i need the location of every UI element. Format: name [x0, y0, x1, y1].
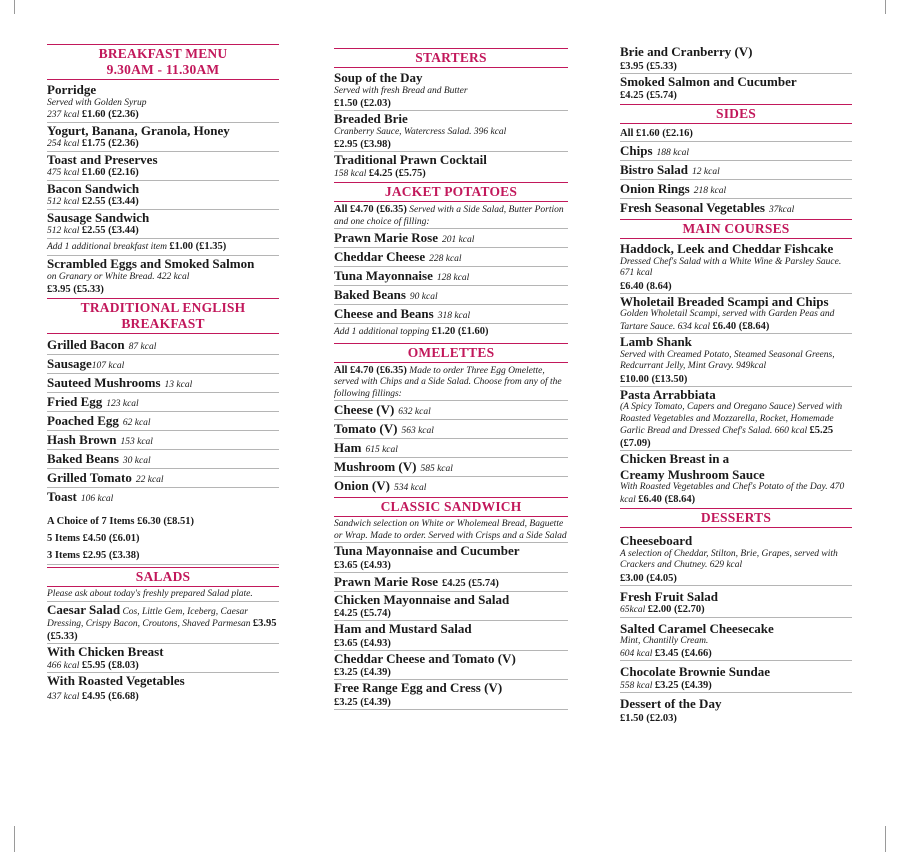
- salads-intro: Please ask about today's freshly prepared Salad plate.: [47, 589, 279, 602]
- sandwich-item: Prawn Marie Rose £4.25 (£5.74): [334, 573, 568, 592]
- english-item: Grilled Tomato 22 kcal: [47, 469, 279, 488]
- item-name: With Roasted Vegetables: [47, 673, 185, 688]
- omelette-item: Cheese (V) 632 kcal: [334, 401, 568, 420]
- omelettes-section: [334, 343, 568, 496]
- jacket-item: Prawn Marie Rose 201 kcal: [334, 229, 568, 248]
- side-item: Fresh Seasonal Vegetables 37kcal: [620, 200, 795, 215]
- sides-section: [620, 104, 852, 217]
- starters-heading: STARTERS: [334, 48, 568, 68]
- omelette-item: Mushroom (V) 585 kcal: [334, 458, 568, 477]
- traditional-english-section: [47, 298, 279, 565]
- english-item: Sauteed Mushrooms 13 kcal: [47, 374, 279, 393]
- item-price: £2.55 (£3.44): [81, 225, 139, 236]
- english-item: Grilled Bacon 87 kcal: [47, 336, 279, 355]
- english-item: Hash Brown 153 kcal: [47, 431, 279, 450]
- menu-item-porridge: [47, 82, 279, 123]
- menu-item-soup: Soup of the Day Served with fresh Bread and Butter £1.50 (£2.03): [334, 70, 568, 111]
- menu-item-fruit-salad: Fresh Fruit Salad 65kcal £2.00 (£2.70): [620, 586, 852, 618]
- addon-text: Add 1 additional breakfast item: [47, 241, 167, 252]
- menu-column-1: [47, 42, 279, 703]
- side-item: Onion Rings 218 kcal: [620, 180, 852, 199]
- menu-item-bacon-sandwich: [47, 181, 279, 210]
- breakfast-menu-section: [47, 44, 279, 296]
- item-name: Scrambled Eggs and Smoked Salmon: [47, 256, 255, 271]
- jacket-potatoes-heading: JACKET POTATOES: [334, 182, 568, 202]
- choice-5-items: 5 Items £4.50 (£6.01): [47, 533, 140, 544]
- menu-column-3: [620, 44, 852, 725]
- item-name: Porridge: [47, 82, 97, 97]
- menu-item-dessert-of-day: Dessert of the Day £1.50 (£2.03): [620, 696, 722, 724]
- english-choice-list: [47, 515, 279, 565]
- menu-item-toast-preserves: [47, 152, 279, 181]
- crop-mark-top-right: [885, 0, 886, 14]
- item-price: £5.95 (£8.03): [81, 659, 139, 671]
- item-description: Cos, Little Gem, Iceberg, Caesar Dressing, Crispy Bacon, Croutons, Shaved Parmesan: [47, 606, 251, 629]
- menu-item-lamb-shank: Lamb Shank Served with Creamed Potato, Steamed Seasonal Greens, Redcurrant Jelly, Mint Gravy. 949kcal £10.00 (£13.50): [620, 334, 852, 387]
- jacket-intro: All £4.70 (£6.35) Served with a Side Salad, Butter Portion and one choice of filling:: [334, 204, 568, 229]
- english-item: Baked Beans 30 kcal: [47, 450, 279, 469]
- item-name: Toast and Preserves: [47, 151, 158, 167]
- omelettes-heading: OMELETTES: [334, 343, 568, 363]
- menu-item-breaded-brie: Breaded Brie Cranberry Sauce, Watercress Salad. 396 kcal £2.95 (£3.98): [334, 111, 568, 152]
- sandwich-intro: Sandwich selection on White or Wholemeal Bread, Baguette or Wrap. Made to order. Served with Crisps and a Side Salad: [334, 519, 568, 543]
- menu-item-caesar-salad: [47, 602, 279, 645]
- item-kcal: 437 kcal: [47, 691, 80, 702]
- item-kcal: 466 kcal: [47, 660, 80, 671]
- menu-item-brownie-sundae: Chocolate Brownie Sundae 558 kcal £3.25 (£4.39): [620, 661, 852, 693]
- jacket-item: Baked Beans 90 kcal: [334, 286, 568, 305]
- english-item: Fried Egg 123 kcal: [47, 393, 279, 412]
- menu-item-scrambled-eggs: [47, 256, 279, 296]
- crop-mark-top-left: [14, 0, 15, 14]
- choice-3-items: 3 Items £2.95 (£3.38): [47, 550, 140, 561]
- menu-column-2: [334, 46, 568, 710]
- item-kcal: 512 kcal: [47, 197, 80, 207]
- choice-7-items: A Choice of 7 Items £6.30 (£8.51): [47, 516, 194, 527]
- item-description: Served with Golden Syrup: [47, 97, 147, 108]
- sandwich-item: Cheddar Cheese and Tomato (V) £3.25 (£4.39): [334, 651, 568, 681]
- english-item: Sausage107 kcal: [47, 355, 279, 374]
- classic-sandwich-heading: CLASSIC SANDWICH: [334, 497, 568, 517]
- classic-sandwich-section: [334, 497, 568, 710]
- item-price: £1.60 (£2.16): [81, 167, 139, 178]
- item-price: £3.95 (£5.33): [47, 618, 277, 642]
- menu-item-prawn-cocktail: Traditional Prawn Cocktail 158 kcal £4.25 (£5.75): [334, 152, 487, 179]
- main-courses-section: [620, 219, 852, 506]
- item-name: Bacon Sandwich: [47, 180, 140, 196]
- item-name: Caesar Salad: [47, 601, 121, 617]
- omelette-item: Onion (V) 534 kcal: [334, 478, 427, 493]
- salads-section: [47, 567, 279, 703]
- side-item: Chips 188 kcal: [620, 142, 852, 161]
- jacket-item: Cheese and Beans 318 kcal: [334, 305, 568, 324]
- item-price: £1.60 (£2.36): [81, 109, 139, 120]
- sides-price: All £1.60 (£2.16): [620, 126, 852, 142]
- item-price: £1.75 (£2.36): [81, 138, 139, 149]
- sandwich-item: Brie and Cranberry (V) £3.95 (£5.33): [620, 44, 852, 74]
- addon-price: £1.00 (£1.35): [169, 240, 227, 252]
- side-item: Bistro Salad 12 kcal: [620, 161, 852, 180]
- crop-mark-bottom-left: [14, 826, 15, 852]
- item-price: £4.95 (£6.68): [81, 690, 139, 702]
- sandwich-item: Tuna Mayonnaise and Cucumber £3.65 (£4.93): [334, 543, 568, 573]
- jacket-addon: Add 1 additional topping £1.20 (£1.60): [334, 326, 489, 337]
- menu-item-with-chicken: [47, 644, 279, 673]
- menu-item-with-roasted-veg: [47, 673, 279, 703]
- desserts-heading: DESSERTS: [620, 508, 852, 528]
- omelette-item: Ham 615 kcal: [334, 439, 568, 458]
- menu-item-chicken-breast: Chicken Breast in a Creamy Mushroom Sauce With Roasted Vegetables and Chef's Potato of the Day. 470 kcal £6.40 (£8.64): [620, 451, 845, 505]
- jacket-item: Tuna Mayonnaise 128 kcal: [334, 267, 568, 286]
- sandwich-item: Ham and Mustard Salad £3.65 (£4.93): [334, 621, 568, 651]
- sides-heading: SIDES: [620, 104, 852, 124]
- omelette-item: Tomato (V) 563 kcal: [334, 420, 568, 439]
- item-name: Sausage Sandwich: [47, 209, 150, 225]
- breakfast-addon: [47, 239, 279, 257]
- main-courses-heading: MAIN COURSES: [620, 219, 852, 239]
- menu-item-fishcake: Haddock, Leek and Cheddar Fishcake Dressed Chef's Salad with a White Wine & Parsley Sauce. 671 kcal £6.40 (8.64): [620, 241, 852, 294]
- crop-mark-bottom-right: [885, 826, 886, 852]
- jacket-potatoes-section: [334, 182, 568, 341]
- menu-item-cheeseboard: Cheeseboard A selection of Cheddar, Stilton, Brie, Grapes, served with Crackers and Chutney. 629 kcal £3.00 (£4.05): [620, 530, 852, 586]
- english-item: Toast 106 kcal: [47, 489, 114, 504]
- sandwich-item: Free Range Egg and Cress (V) £3.25 (£4.39): [334, 680, 568, 710]
- menu-item-caramel-cheesecake: Salted Caramel Cheesecake Mint, Chantilly Cream. 604 kcal £3.45 (£4.66): [620, 618, 852, 662]
- item-price: £3.95 (£5.33): [47, 284, 104, 295]
- menu-item-yogurt: [47, 123, 279, 152]
- item-kcal: 475 kcal: [47, 168, 80, 178]
- traditional-english-heading: TRADITIONAL ENGLISH BREAKFAST: [47, 298, 279, 334]
- breakfast-menu-heading: BREAKFAST MENU 9.30AM - 11.30AM: [47, 44, 279, 80]
- menu-item-sausage-sandwich: [47, 210, 279, 239]
- salads-heading: SALADS: [47, 567, 279, 587]
- english-item: Poached Egg 62 kcal: [47, 412, 279, 431]
- omelettes-intro: All £4.70 (£6.35) Made to order Three Egg Omelette, served with Chips and a Side Salad. Choose from any of the following fillings:: [334, 365, 568, 402]
- item-description: on Granary or White Bread. 422 kcal: [47, 271, 190, 282]
- starters-section: [334, 48, 568, 180]
- item-kcal: 254 kcal: [47, 139, 80, 149]
- item-price: £2.55 (£3.44): [81, 196, 139, 207]
- item-kcal: 237 kcal: [47, 110, 80, 120]
- desserts-section: [620, 508, 852, 725]
- menu-item-scampi: Wholetail Breaded Scampi and Chips Golden Wholetail Scampi, served with Garden Peas and Tartare Sauce. 634 kcal £6.40 (£8.64): [620, 294, 852, 335]
- sandwich-item: Chicken Mayonnaise and Salad £4.25 (£5.74): [334, 592, 568, 622]
- item-kcal: 512 kcal: [47, 226, 80, 236]
- menu-item-pasta-arrabbiata: Pasta Arrabbiata (A Spicy Tomato, Capers and Oregano Sauce) Served with Roasted Vegetables and Mozzarella, Rocket, Homemade Garlic Bread and Dressed Chef's Salad. 660 kcal £5.25 (£7.09): [620, 387, 852, 452]
- item-name: With Chicken Breast: [47, 644, 164, 659]
- sandwich-item: Smoked Salmon and Cucumber £4.25 (£5.74): [620, 73, 797, 101]
- item-name: Yogurt, Banana, Granola, Honey: [47, 122, 230, 138]
- jacket-item: Cheddar Cheese 228 kcal: [334, 248, 568, 267]
